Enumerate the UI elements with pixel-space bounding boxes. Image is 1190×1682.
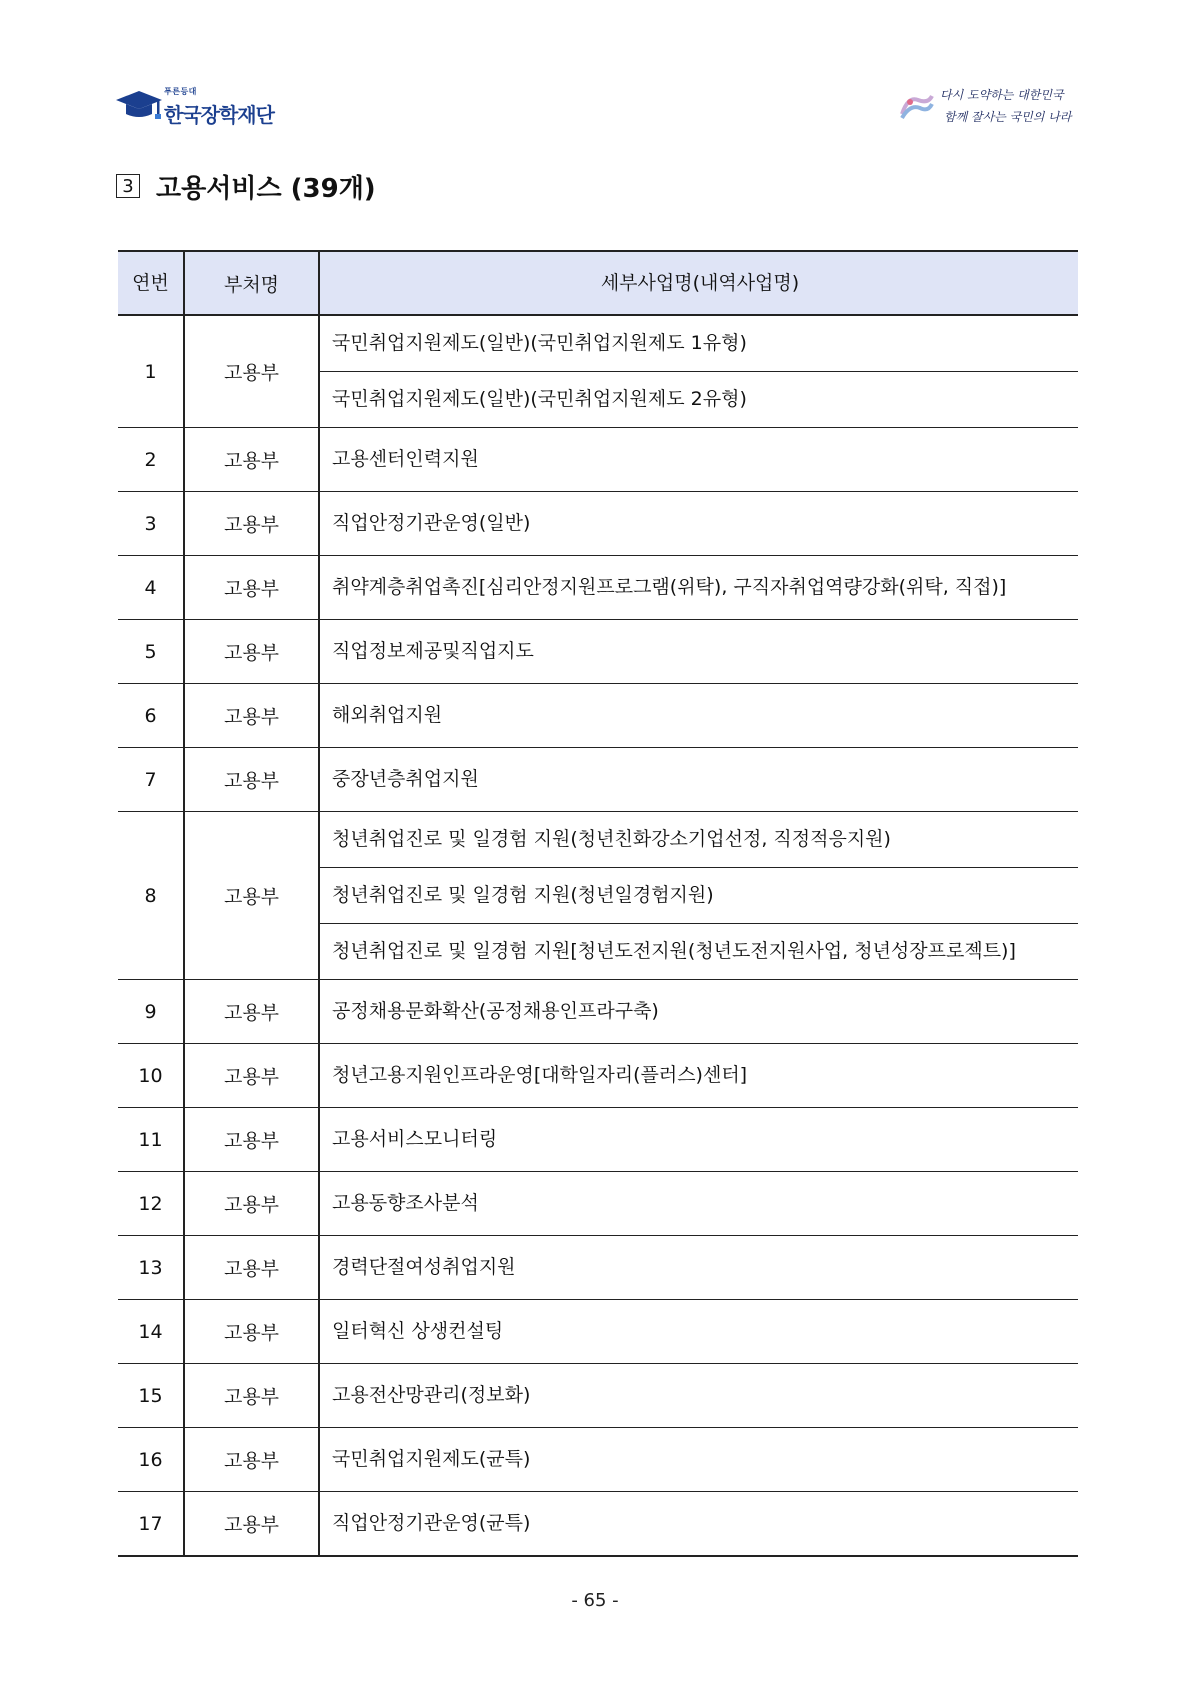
row-program-name: 고용동향조사분석 xyxy=(319,1172,1078,1236)
table-row xyxy=(118,556,1078,620)
row-number: 8 xyxy=(118,812,184,980)
row-number: 4 xyxy=(118,556,184,620)
row-dept: 고용부 xyxy=(184,812,319,980)
table-row xyxy=(118,315,1078,372)
row-program-name: 국민취업지원제도(일반)(국민취업지원제도 1유형) xyxy=(319,315,1078,372)
row-number: 15 xyxy=(118,1364,184,1428)
logo-name: 한국장학재단 xyxy=(164,103,274,127)
table-row xyxy=(118,1492,1078,1557)
page-number: - 65 - xyxy=(571,1590,619,1611)
row-number: 6 xyxy=(118,684,184,748)
row-number: 5 xyxy=(118,620,184,684)
row-dept: 고용부 xyxy=(184,980,319,1044)
row-dept: 고용부 xyxy=(184,620,319,684)
graduation-cap-icon xyxy=(116,88,162,122)
row-dept: 고용부 xyxy=(184,1364,319,1428)
row-program-name: 청년취업진로 및 일경험 지원(청년친화강소기업선정, 직정적응지원) xyxy=(319,812,1078,868)
row-dept: 고용부 xyxy=(184,748,319,812)
table-row xyxy=(118,492,1078,556)
row-dept: 고용부 xyxy=(184,1172,319,1236)
row-dept: 고용부 xyxy=(184,1044,319,1108)
row-dept: 고용부 xyxy=(184,492,319,556)
row-program-name: 취약계층취업촉진[심리안정지원프로그램(위탁), 구직자취업역량강화(위탁, 직접)] xyxy=(319,556,1078,620)
row-program-name: 직업안정기관운영(일반) xyxy=(319,492,1078,556)
section-heading xyxy=(116,168,376,204)
table-row xyxy=(118,1300,1078,1364)
row-program-name: 중장년층취업지원 xyxy=(319,748,1078,812)
row-number: 2 xyxy=(118,428,184,492)
row-number: 7 xyxy=(118,748,184,812)
row-number: 14 xyxy=(118,1300,184,1364)
table-row xyxy=(118,1428,1078,1492)
row-dept: 고용부 xyxy=(184,1300,319,1364)
table-row xyxy=(118,428,1078,492)
row-program-name: 직업안정기관운영(균특) xyxy=(319,1492,1078,1557)
government-slogan-logo xyxy=(900,80,1090,130)
table-row xyxy=(118,684,1078,748)
row-number: 16 xyxy=(118,1428,184,1492)
row-number: 11 xyxy=(118,1108,184,1172)
table-row xyxy=(118,748,1078,812)
row-program-name: 일터혁신 상생컨설팅 xyxy=(319,1300,1078,1364)
row-dept: 고용부 xyxy=(184,1492,319,1557)
taegeuk-flag-icon xyxy=(900,92,934,122)
kosaf-logo xyxy=(116,84,296,130)
row-number: 3 xyxy=(118,492,184,556)
row-number: 12 xyxy=(118,1172,184,1236)
row-program-name: 국민취업지원제도(일반)(국민취업지원제도 2유형) xyxy=(319,372,1078,428)
row-number: 1 xyxy=(118,315,184,428)
table-row xyxy=(118,1108,1078,1172)
header-dept: 부처명 xyxy=(184,251,319,315)
row-program-name: 고용전산망관리(정보화) xyxy=(319,1364,1078,1428)
row-dept: 고용부 xyxy=(184,1236,319,1300)
row-program-name: 고용서비스모니터링 xyxy=(319,1108,1078,1172)
row-number: 13 xyxy=(118,1236,184,1300)
header-no: 연번 xyxy=(118,251,184,315)
table-row xyxy=(118,812,1078,868)
row-dept: 고용부 xyxy=(184,428,319,492)
row-dept: 고용부 xyxy=(184,1108,319,1172)
row-program-name: 고용센터인력지원 xyxy=(319,428,1078,492)
table-row xyxy=(118,1364,1078,1428)
row-dept: 고용부 xyxy=(184,315,319,428)
slogan-line-1: 다시 도약하는 대한민국 xyxy=(940,88,1064,102)
row-dept: 고용부 xyxy=(184,556,319,620)
row-program-name: 경력단절여성취업지원 xyxy=(319,1236,1078,1300)
row-program-name: 직업정보제공및직업지도 xyxy=(319,620,1078,684)
row-number: 10 xyxy=(118,1044,184,1108)
table-row xyxy=(118,980,1078,1044)
table-row xyxy=(118,1236,1078,1300)
logo-tagline: 푸른등대 xyxy=(164,87,197,96)
program-table xyxy=(118,250,1078,1557)
row-program-name: 국민취업지원제도(균특) xyxy=(319,1428,1078,1492)
table-body xyxy=(118,315,1078,1556)
table-row xyxy=(118,1044,1078,1108)
row-number: 17 xyxy=(118,1492,184,1557)
header-program-name: 세부사업명(내역사업명) xyxy=(319,251,1078,315)
row-program-name: 청년고용지원인프라운영[대학일자리(플러스)센터] xyxy=(319,1044,1078,1108)
slogan-line-2: 함께 잘사는 국민의 나라 xyxy=(944,110,1072,124)
row-dept: 고용부 xyxy=(184,1428,319,1492)
section-title: 고용서비스 (39개) xyxy=(156,173,376,204)
section-number: 3 xyxy=(116,174,140,198)
row-program-name: 청년취업진로 및 일경험 지원(청년일경험지원) xyxy=(319,868,1078,924)
row-dept: 고용부 xyxy=(184,684,319,748)
row-program-name: 청년취업진로 및 일경험 지원[청년도전지원(청년도전지원사업, 청년성장프로젝트)] xyxy=(319,924,1078,980)
row-number: 9 xyxy=(118,980,184,1044)
table-row xyxy=(118,620,1078,684)
row-program-name: 공정채용문화확산(공정채용인프라구축) xyxy=(319,980,1078,1044)
table-row xyxy=(118,1172,1078,1236)
row-program-name: 해외취업지원 xyxy=(319,684,1078,748)
table-header-row xyxy=(118,251,1078,315)
